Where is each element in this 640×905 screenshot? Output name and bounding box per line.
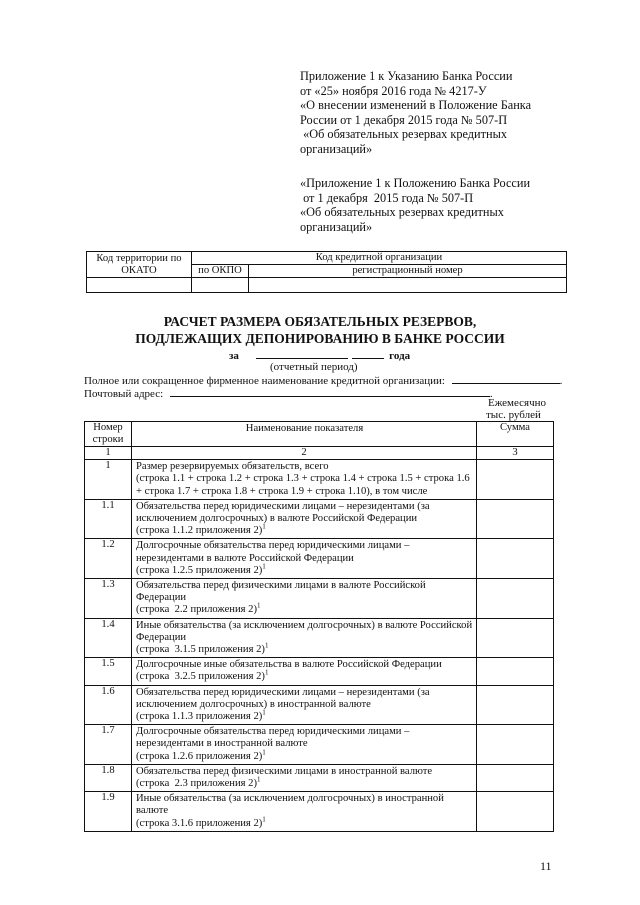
row-ref-line (136, 522, 473, 537)
row-text: Долгосрочные обязательства перед юридическими лицами – нерезидентами в иностранной валюте (136, 726, 410, 750)
row-number: 1.7 (85, 725, 132, 765)
header-line: от 1 декабря 2015 года № 507-П (300, 190, 474, 205)
row-number: 1.8 (85, 764, 132, 791)
header-line: Приложение 1 к Указанию Банка России (300, 69, 513, 83)
row-number: 1.4 (85, 618, 132, 658)
territory-code-header: Код территории по ОКАТО (87, 252, 192, 278)
footnote-mark: 1 (262, 748, 266, 757)
sum-cell[interactable] (477, 618, 554, 658)
sum-cell[interactable] (477, 499, 554, 539)
row-text: Обязательства перед юридическими лицами – нерезидентами (за исключением долгосрочных) в иностранной валюте (136, 686, 430, 710)
footnote-mark: 1 (264, 641, 269, 650)
row-text: Долгосрочные обязательства перед юридическими лицами – нерезидентами в валюте Российской Федерации (136, 540, 410, 564)
okpo-cell[interactable] (192, 278, 249, 293)
row-label (132, 618, 477, 658)
col-sum-header: Сумма (477, 422, 554, 447)
header-line: «Об обязательных резервах кредитных (300, 205, 504, 220)
org-name-row: Полное или сокращенное фирменное наименование кредитной организации: . (84, 375, 563, 387)
org-name-label: Полное или сокращенное фирменное наименование кредитной организации: (84, 375, 445, 387)
footnote-mark: 1 (256, 775, 261, 784)
row-text: Иные обязательства (за исключением долгосрочных) в иностранной валюте (136, 793, 444, 817)
col-num-header: Номер строки (85, 422, 132, 447)
footnote-mark: 1 (262, 708, 266, 717)
table-row (85, 792, 554, 832)
row-label (132, 499, 477, 539)
sum-cell[interactable] (477, 764, 554, 791)
row-text: Обязательства перед юридическими лицами – нерезидентами (за исключением долгосрочных) в валюте Российской Федерации (136, 500, 430, 525)
form-title: РАСЧЕТ РАЗМЕРА ОБЯЗАТЕЛЬНЫХ РЕЗЕРВОВ, (163, 314, 477, 329)
row-ref: (строка 1.1.2 приложения 2) (136, 525, 263, 537)
row-text: Долгосрочные иные обязательства в валюте Российской Федерации (136, 659, 442, 671)
row-ref: (строка 3.1.5 приложения 2) (136, 644, 265, 656)
footnote-mark: 1 (256, 601, 261, 610)
row-ref: (строка 1.1.3 приложения 2) (136, 711, 263, 723)
frequency-label: Ежемесячно (488, 397, 547, 409)
table-row (85, 499, 554, 539)
page-number: 11 (540, 859, 552, 873)
sum-cell[interactable] (477, 539, 554, 579)
sum-cell[interactable] (477, 792, 554, 832)
row-ref: (строка 1.2.5 приложения 2) (136, 564, 263, 576)
row-ref-line (136, 601, 473, 616)
org-name-field[interactable] (452, 373, 560, 384)
row-ref: (строка 3.1.6 приложения 2) (136, 817, 263, 829)
table-row (85, 618, 554, 658)
footnote-mark: 1 (264, 668, 269, 677)
sum-cell[interactable] (477, 579, 554, 619)
table-row (85, 725, 554, 765)
row-number: 1.3 (85, 579, 132, 619)
currency-label: тыс. рублей (486, 409, 541, 421)
row-ref: (строка 1.1 + строка 1.2 + строка 1.3 + строка 1.4 + строка 1.5 + строка 1.6 + строка 1.7 + строка 1.8 + строка 1.9 + строка 1.10), в том числе (136, 473, 470, 497)
row-number: 1.2 (85, 539, 132, 579)
reg-number-header: регистрационный номер (249, 265, 567, 278)
table-row (85, 579, 554, 619)
row-ref-line (136, 815, 473, 830)
col-index: 2 (132, 447, 477, 460)
row-text: Обязательства перед физическими лицами в иностранной валюте (136, 765, 433, 777)
row-ref-line (136, 775, 473, 790)
sum-cell[interactable] (477, 460, 554, 500)
header-line: организаций» (300, 141, 373, 156)
table-row (85, 764, 554, 791)
header-line: «Об обязательных резервах кредитных (300, 127, 507, 142)
row-label (132, 539, 477, 579)
header-line: организаций» (300, 219, 373, 234)
period-prefix: за (229, 350, 239, 362)
table-row (85, 460, 554, 500)
row-label (132, 685, 477, 725)
footnote-mark: 1 (262, 562, 266, 571)
header-line: «О внесении изменений в Положение Банка (300, 98, 532, 113)
row-ref: (строка 2.3 приложения 2) (136, 778, 257, 790)
address-field[interactable] (170, 386, 490, 397)
header-line: «Приложение 1 к Положению Банка России (300, 176, 531, 190)
row-text: Обязательства перед физическими лицами в валюте Российской Федерации (136, 580, 426, 604)
row-text: Иные обязательства (за исключением долгосрочных) в валюте Российской Федерации (136, 619, 473, 643)
address-row: Почтовый адрес: . (84, 388, 493, 400)
row-ref: (строка 1.2.6 приложения 2) (136, 750, 263, 762)
table-row (85, 658, 554, 685)
row-label (132, 792, 477, 832)
year-field[interactable] (352, 348, 384, 359)
okpo-header: по ОКПО (192, 265, 249, 278)
form-subtitle: ПОДЛЕЖАЩИХ ДЕПОНИРОВАНИЮ В БАНКЕ РОССИИ (135, 331, 505, 346)
territory-code-cell[interactable] (87, 278, 192, 293)
reg-number-cell[interactable] (249, 278, 567, 293)
row-number: 1.6 (85, 685, 132, 725)
period-suffix: года (389, 350, 411, 362)
reserves-table (84, 421, 554, 832)
appendix-header (300, 69, 600, 157)
period-caption: (отчетный период) (270, 361, 358, 373)
table-row (85, 539, 554, 579)
sum-cell[interactable] (477, 725, 554, 765)
col-index: 3 (477, 447, 554, 460)
footnote-mark: 1 (262, 522, 266, 531)
footnote-mark: 1 (262, 815, 266, 824)
row-ref-line (136, 641, 473, 656)
row-label (132, 725, 477, 765)
period-field[interactable] (256, 348, 348, 359)
row-ref-line (136, 708, 473, 723)
row-label (132, 579, 477, 619)
col-index: 1 (85, 447, 132, 460)
row-ref: (строка 3.2.5 приложения 2) (136, 671, 265, 683)
row-number: 1.5 (85, 658, 132, 685)
sum-cell[interactable] (477, 685, 554, 725)
table-row (85, 685, 554, 725)
row-ref-line (136, 562, 473, 577)
row-ref-line (136, 748, 473, 763)
row-number: 1.9 (85, 792, 132, 832)
row-text: Размер резервируемых обязательств, всего (136, 461, 329, 473)
sum-cell[interactable] (477, 658, 554, 685)
codes-table (86, 251, 567, 293)
row-label (132, 658, 477, 685)
row-ref-line (136, 668, 473, 683)
row-number: 1 (85, 460, 132, 500)
credit-org-code-header: Код кредитной организации (192, 252, 567, 265)
address-label: Почтовый адрес: (84, 388, 164, 400)
row-label (132, 764, 477, 791)
col-name-header: Наименование показателя (132, 422, 477, 447)
row-number: 1.1 (85, 499, 132, 539)
row-ref: (строка 2.2 приложения 2) (136, 604, 257, 616)
regulation-header (300, 176, 600, 234)
row-label (132, 460, 477, 500)
header-line: от «25» ноября 2016 года № 4217-У (300, 83, 487, 98)
header-line: России от 1 декабря 2015 года № 507-П (300, 112, 508, 127)
